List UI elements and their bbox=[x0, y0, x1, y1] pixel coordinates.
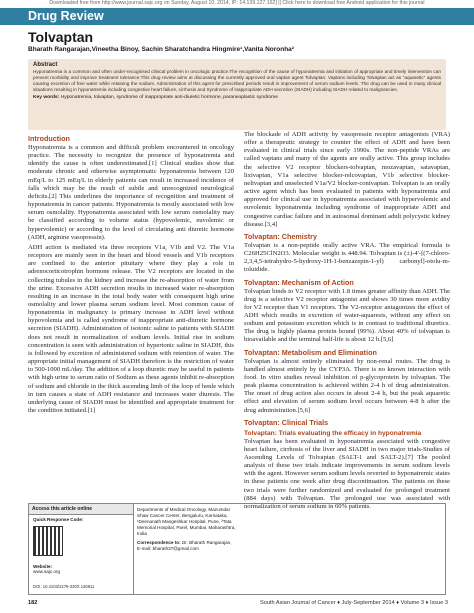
chemistry-heading: Tolvaptan: Chemistry bbox=[244, 231, 317, 241]
intro-paragraph-1: Hyponatremia is a common and difficult problem encountered in oncology practice. The necessity to recognize the presence of hyponatremia and identify the cause is often underestimated.[1] Clinical studies show that moderate chronic and otherwise asymptomatic hyponatremia between 120 mEq/L to 125 mEq/L in elderly patients can result in increased incidence of falls which may be the result of subtle and unrecognized neurological deficits.[2] This underlines the importance of recognition and treatment of hyponatremia in cancer patients. Hyponatremia is mostly associated with low serum osmolality. Hyponatremia associated with low serum osmolality may be classified according to volume status (hypovolemic, euvolemic or hypervolemic) or according to the level of circulating anti diuretic hormone (ADH, arginine vasopressin). bbox=[28, 144, 234, 241]
left-column bbox=[28, 131, 234, 415]
qr-label: Quick Response Code: bbox=[33, 517, 84, 522]
email[interactable]: E-mail: bharath37@gmail.com bbox=[137, 546, 199, 551]
page-footer bbox=[0, 598, 474, 610]
abstract-heading: Abstract bbox=[33, 62, 58, 68]
metabolism-text: Tolvaptan is almost entirely eliminated by non-renal routes. The drug is handled almost entirely by the CYP3A. There is no known interaction with food. In vitro studies reveal inhibition of p-glycoprotein by tolvaptan. The peak plasma concentration is achieved within 2-4 h of drug administration. The onset of drug action also occurs in about 2-4 h, but the peak aquaretic effect and elevation of serum sodium level occurs between 4-8 h after the drug administration.[5,6] bbox=[244, 357, 450, 414]
download-notice[interactable]: Downloaded free from http://www.journal.sajc.org on Sunday, August 10, 2014, IP: 14.139.127.162] || Click here to download free Android application for this journal bbox=[49, 0, 425, 6]
section-banner bbox=[0, 8, 474, 25]
abstract-text: Hyponatremia is a common and often under-recognised clinical problem in oncologic practice.The recognition of the cause of hyponatremia and initiation of appropriate and timely intervention can prevent morbidity and improve treatment tolerance.This drug review aims at discussing the currently approved oral vaptan agent Tolvaptan. Vaptans including Tolvaptan act as "aquaretic" agents causing excretion of free water while retaining the sodium. Administration of this agent for prescribed periods result in improvement of serum sodium levels. The drug can be used in many clinical situations resulting in hyponatremia including congestive heart failure, cirrhosis and Syndrome of inappropriate ADH secretion (SIADH) including SIADH related to malignancies. bbox=[33, 69, 441, 93]
website-label: Website: bbox=[33, 564, 53, 569]
correspondence-label: Correspondence to: bbox=[137, 540, 181, 545]
article-title: Tolvaptan bbox=[28, 29, 94, 45]
intro-paragraph-2: ADH action is mediated via three receptors V1a, V1b and V2. The V1a receptors are mainly seen in the heart and blood vessels and V1b receptors are confined to the anterior pituitary where they play a role in adrenocorticotrophin hormone release. The V2 receptors are located in the collecting tubules in the kidney and increase the re-absorption of water from the urine. Excessive ADH secretion results in increased water re-absorption resulting in an increase in the total body water with consequent high urine osmolality and lower plasma serum sodium level. Most common cause of hyponatremia in malignancy is primary increase in ADH level without hypovolemia and is called syndrome of inappropriate anti-diuretic hormone secretion (SIADH). Administration of isotonic saline to patients with SIADH does not result in normalization of sodium levels. Initial rise in sodium concentration is seen with administration of hypertonic saline in SIADH, this is followed by excretion of administered sodium with retention of water. The appropriate initial management of SIADH therefore is the restriction of water to 500-1000 mL/day. The addition of a loop diuretic may be useful in patients with high urine to serum ratio of Sodium as these agents inhibit re-absorption of sodium and chloride in the thick ascending limb of the loop of henle which in turn causes a state of ADH resistance and increases water diuresis. The underlying cause of SIADH must be identified and appropriate treatment for the condition initiated.[1] bbox=[28, 243, 234, 414]
doi-text: DOI: 10.4103/2278-330X.136811 bbox=[33, 584, 95, 589]
trials-subheading: Tolvaptan: Trials evaluating the efficacy in hyponatremia bbox=[244, 429, 422, 437]
trials-text: Tolvaptan has been evaluated in hyponatremia associated with congestive heart failure, cirrhosis of the liver and SIADH in two major trials-Studies of Ascending Levels of Tolvaptan (SALT-1 and SALT-2).[7] The pooled analysis of these two trials indicate improvements in serum sodium levels with the agent. However serum sodium levels reverted to hyponatremic states in these patients one week after drug discontinuation. The patients on these two trials were further randomized and evaluated for prolonged treatment (884 days) with Tolvaptan. The prolonged use was associated with normalization of serum sodium in 60% patients. bbox=[244, 437, 450, 510]
page-number: 182 bbox=[28, 600, 38, 606]
access-heading: Access this article online bbox=[29, 504, 133, 515]
abstract-box bbox=[28, 59, 446, 130]
introduction-heading: Introduction bbox=[28, 134, 70, 143]
right-column bbox=[244, 131, 450, 511]
author-list: Bharath Rangarajan,Vineetha Binoy, Sachin Sharatchandra Hingmire¹,Vanita Noronha² bbox=[28, 46, 294, 53]
vra-paragraph: The blockade of ADH activity by vasopressin receptor antagonists (VRA) offer a therapeutic strategy to counter the effect of ADH and have been evaluated in clinical trials since early 1990s. The non-peptide VRAs are called vaptans and many of the agents are orally active. This group includes the selective V2 receptor blockers-tolvaptan, mozavaptan, satavaptan, lixivaptan, V1a selective blocker-relcovaptan, V1b selective blocker-nelivaptan and unselected V1a/V2 blocker-conivaptan. Tolvaptan is an orally active agent which has been evaluated in patients with hyponatremia and approved for clinical use in hyponatremia associated with hypervolemic and euvolemic hyponatremia including syndrome of inappropriate ADH and congestive cardiac failure and in autosomal dominant adult polycystic kidney disease.[3,4] bbox=[244, 131, 450, 228]
keywords bbox=[28, 93, 446, 100]
affiliation-panel bbox=[137, 507, 237, 552]
affiliation-text: Departments of Medical Oncology, Mazumdar Shaw Cancer Center, Bengaluru, Karnataka, ¹Deenanath Mangeshkar Hospital, Pune, ²Tata Memorial Hospital, Parel, Mumbai, Maharashtra, India bbox=[137, 507, 236, 536]
mechanism-text: Tolvaptan binds to V2 receptor with 1.8 times greater affinity than ADH. The drug is a selective V2 receptor antagonist and shows 30 times more avidity for V2 receptor than V1 receptors. The V2-receptor antagonizes the effect of ADH which results in excretion of water-aquaresis, without any effect on sodium and potassium excretion which is in contrast to traditional diuretics. The drug is highly plasma protein bound (99%). About 40% of tolvaptan is bioavailable and the terminal half-life is about 12 h.[5,6] bbox=[244, 287, 450, 344]
keywords-label: Key words: bbox=[33, 95, 60, 101]
chemistry-text: Tolvaptan is a non-peptide orally active VRA. The empirical formula is C26H25ClN2O3. Molecular weight is 448.94. Tolvaptan is (±)-4'-[(7-chloro-2,3,4,5-tetrahydro-5-hydroxy-1H-1-benzazepin-1-yl) carbonyl]-otolu-m-toluidide. bbox=[244, 241, 450, 274]
metabolism-heading: Tolvaptan: Metabolism and Elimination bbox=[244, 347, 377, 357]
clinical-trials-heading: Tolvaptan: Clinical Trials bbox=[244, 417, 329, 427]
article-info-box bbox=[28, 503, 446, 595]
banner-label: Drug Review bbox=[28, 9, 104, 23]
correspondence-name: Dr. Bharath Rangarajan, bbox=[181, 540, 232, 545]
keywords-text: Hyponatremia, tolvaptan, syndrome of inappropriate anti-diuretic hormone, paraneoplastic syndrome bbox=[60, 95, 278, 101]
website-info bbox=[33, 564, 60, 574]
access-panel bbox=[29, 504, 134, 594]
mechanism-heading: Tolvaptan: Mechanism of Action bbox=[244, 277, 354, 287]
journal-citation: South Asian Journal of Cancer ♦ July-September 2014 ♦ Volume 3 ♦ Issue 3 bbox=[260, 600, 448, 606]
website-link[interactable]: www.sajc.org bbox=[33, 569, 61, 574]
qr-code-icon[interactable] bbox=[33, 526, 63, 556]
